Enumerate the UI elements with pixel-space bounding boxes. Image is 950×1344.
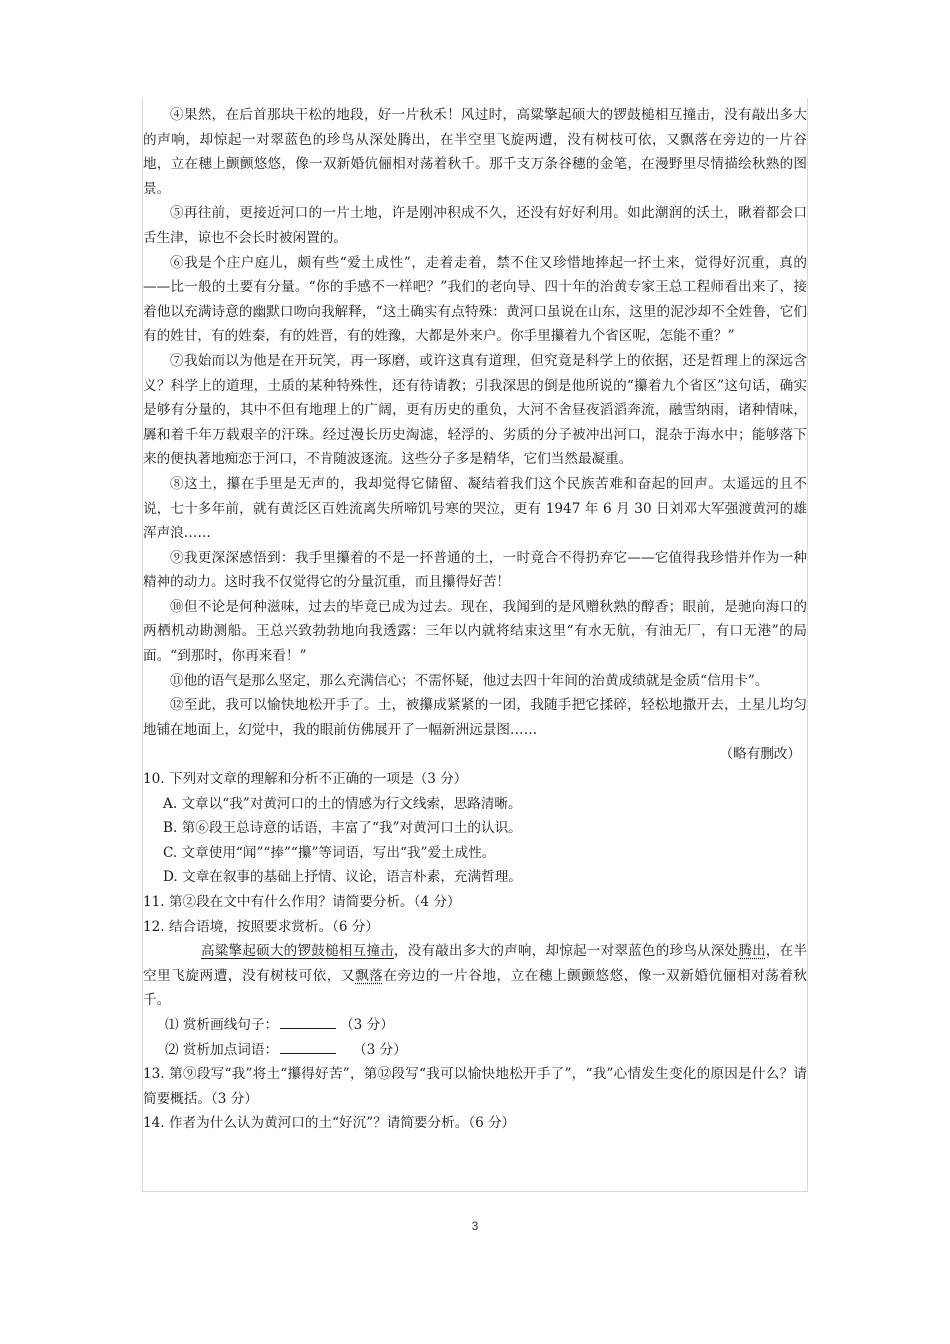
quote-text-2: ，在半空里飞旋两遭，没有树枝可依，又 [143, 943, 808, 984]
paragraph-11: ⑪他的语气是那么坚定，那么充满信心；不需怀疑，他过去四十年间的治黄成绩就是金质“信用卡”。 [170, 672, 769, 689]
paragraph-9: ⑨我更深深感悟到：我手里攥着的不是一抔普通的土，一时竟合不得扔弃它——它值得我珍惜并作为一种精神的动力。这时我不仅觉得它的分量沉重，而且攥得好苦！ [143, 549, 807, 591]
dotted-word-1: 腾出 [738, 943, 766, 960]
paragraph-12: ⑫至此，我可以愉快地松开手了。土，被攥成紧紧的一团，我随手把它揉碎，轻松地撒开去，土星儿均匀地铺在地面上，幻觉中，我的眼前仿佛展开了一幅新洲远景图…… [143, 697, 807, 738]
paragraph-6: ⑥我是个庄户庭儿，颇有些“爱土成性”，走着走着，禁不住又珍惜地捧起一抔土来，觉得好沉重，真的——比一般的土要有分量。“你的手感不一样吧？”我们的老向导、四十年的治黄专家王总工程师看出来了，接着他以充满诗意的幽默口吻向我解释，“这土确实有点特殊：黄河口虽说在山东，这里的泥沙却不全姓鲁，它们有的姓甘，有的姓秦，有的姓晋，有的姓豫，大都是外来户。你手里攥着九个省区呢，怎能不重？” [143, 254, 807, 345]
question-10-option-a: A. 文章以“我”对黄河口的土的情感为行文线索，思路清晰。 [163, 795, 522, 812]
question-12-quote [143, 939, 807, 1013]
underlined-sentence: 高粱擎起硕大的锣鼓槌相互撞击 [201, 943, 394, 960]
question-10: 10. 下列对文章的理解和分析不正确的一项是（3 分） [143, 771, 468, 788]
quote-text-3: 在旁边的一片谷地，立在穗上颤颤悠悠，像一双新婚伉俪相对荡着秋千。 [143, 967, 808, 1009]
paragraph-10: ⑩但不论是何种滋味，过去的毕竟已成为过去。现在，我闻到的是风赠秋熟的醇香；眼前，是驰向海口的两栖机动勘测船。王总兴致勃勃地向我透露：三年以内就将结束这里“有水无航，有油无厂，有口无港”的局面。“到那时，你再来看！” [143, 598, 807, 665]
document-body [143, 103, 807, 1136]
sub-1-score: （3 分） [340, 1016, 394, 1033]
sub-2-label: ⑵ 赏析加点词语： [165, 1041, 279, 1058]
source-note: （略有删改） [719, 746, 801, 763]
page-number: 3 [471, 1219, 479, 1233]
question-10-option-b: B. 第⑥段王总诗意的话语，丰富了“我”对黄河口土的认识。 [163, 820, 522, 837]
sub-1-label: ⑴ 赏析画线句子： [165, 1016, 279, 1033]
answer-blank-1[interactable] [280, 1014, 336, 1029]
paragraph-7: ⑦我始而以为他是在开玩笑，再一琢磨，或许这真有道理，但究竟是科学上的依据，还是哲理上的深远含义？科学上的道理，土质的某种特殊性，还有待请教；引我深思的倒是他所说的“攥着九个省区”这句话，确实是够有分量的，其中不但有地理上的广阔，更有历史的重负，大河不舍昼夜滔滔奔流，融雪纳雨，诸种情味，羼和着千年万载艰辛的汗珠。经过漫长历史淘滤，轻浮的、劣质的分子被冲出河口，混杂于海水中；能够落下来的便执著地痴恋于河口，不肯随波逐流。这些分子多是精华，它们当然最凝重。 [143, 352, 807, 468]
paragraph-8: ⑧这土，攥在手里是无声的，我却觉得它储留、凝结着我们这个民族苦难和奋起的回声。太遥远的且不说，七十多年前，就有黄泛区百姓流离失所啼饥号寒的哭泣，更有 1947 年 6 月 30 日刘邓大军强渡黄河的雄浑声浪…… [143, 475, 807, 542]
question-13: 13. 第⑨段写“我”将土“攥得好苦”，第⑫段写“我可以愉快地松开手了”，“我”心情发生变化的原因是什么？请简要概括。（3 分） [143, 1066, 807, 1107]
question-12: 12. 结合语境，按照要求赏析。（6 分） [143, 918, 380, 935]
quote-text-1: ，没有敲出多大的声响，却惊起一对翠蓝色的珍鸟从深处 [393, 943, 739, 960]
question-10-option-d: D. 文章在叙事的基础上抒情、议论，语言朴素，充满哲理。 [163, 869, 522, 886]
question-11: 11. 第②段在文中有什么作用？请简要分析。（4 分） [143, 894, 461, 910]
question-10-option-c: C. 文章使用“闻”“捧”“攥”等词语，写出“我”爱土成性。 [163, 844, 496, 861]
answer-blank-2[interactable] [280, 1039, 336, 1054]
sub-2-score: （3 分） [353, 1041, 407, 1058]
paragraph-5: ⑤再往前，更接近河口的一片土地，许是刚冲积成不久，还没有好好利用。如此潮润的沃土，瞅着都会口舌生津，谅也不会长时被闲置的。 [143, 205, 807, 246]
question-12-sub-2 [143, 1038, 807, 1063]
dotted-word-2: 飘落 [355, 967, 384, 984]
paragraph-4: ④果然，在后首那块干松的地段，好一片秋禾！风过时，高粱擎起硕大的锣鼓槌相互撞击，没有敲出多大的声响，却惊起一对翠蓝色的珍鸟从深处腾出，在半空里飞旋两遭，没有树枝可依，又飘落在旁边的一片谷地，立在穗上颤颤悠悠，像一双新婚伉俪相对荡着秋千。那千支万条谷穗的金笔，在漫野里尽情描绘秋熟的图景。 [143, 107, 807, 197]
question-12-sub-1 [143, 1013, 807, 1038]
question-14: 14. 作者为什么认为黄河口的土“好沉”？请简要分析。（6 分） [143, 1115, 516, 1132]
